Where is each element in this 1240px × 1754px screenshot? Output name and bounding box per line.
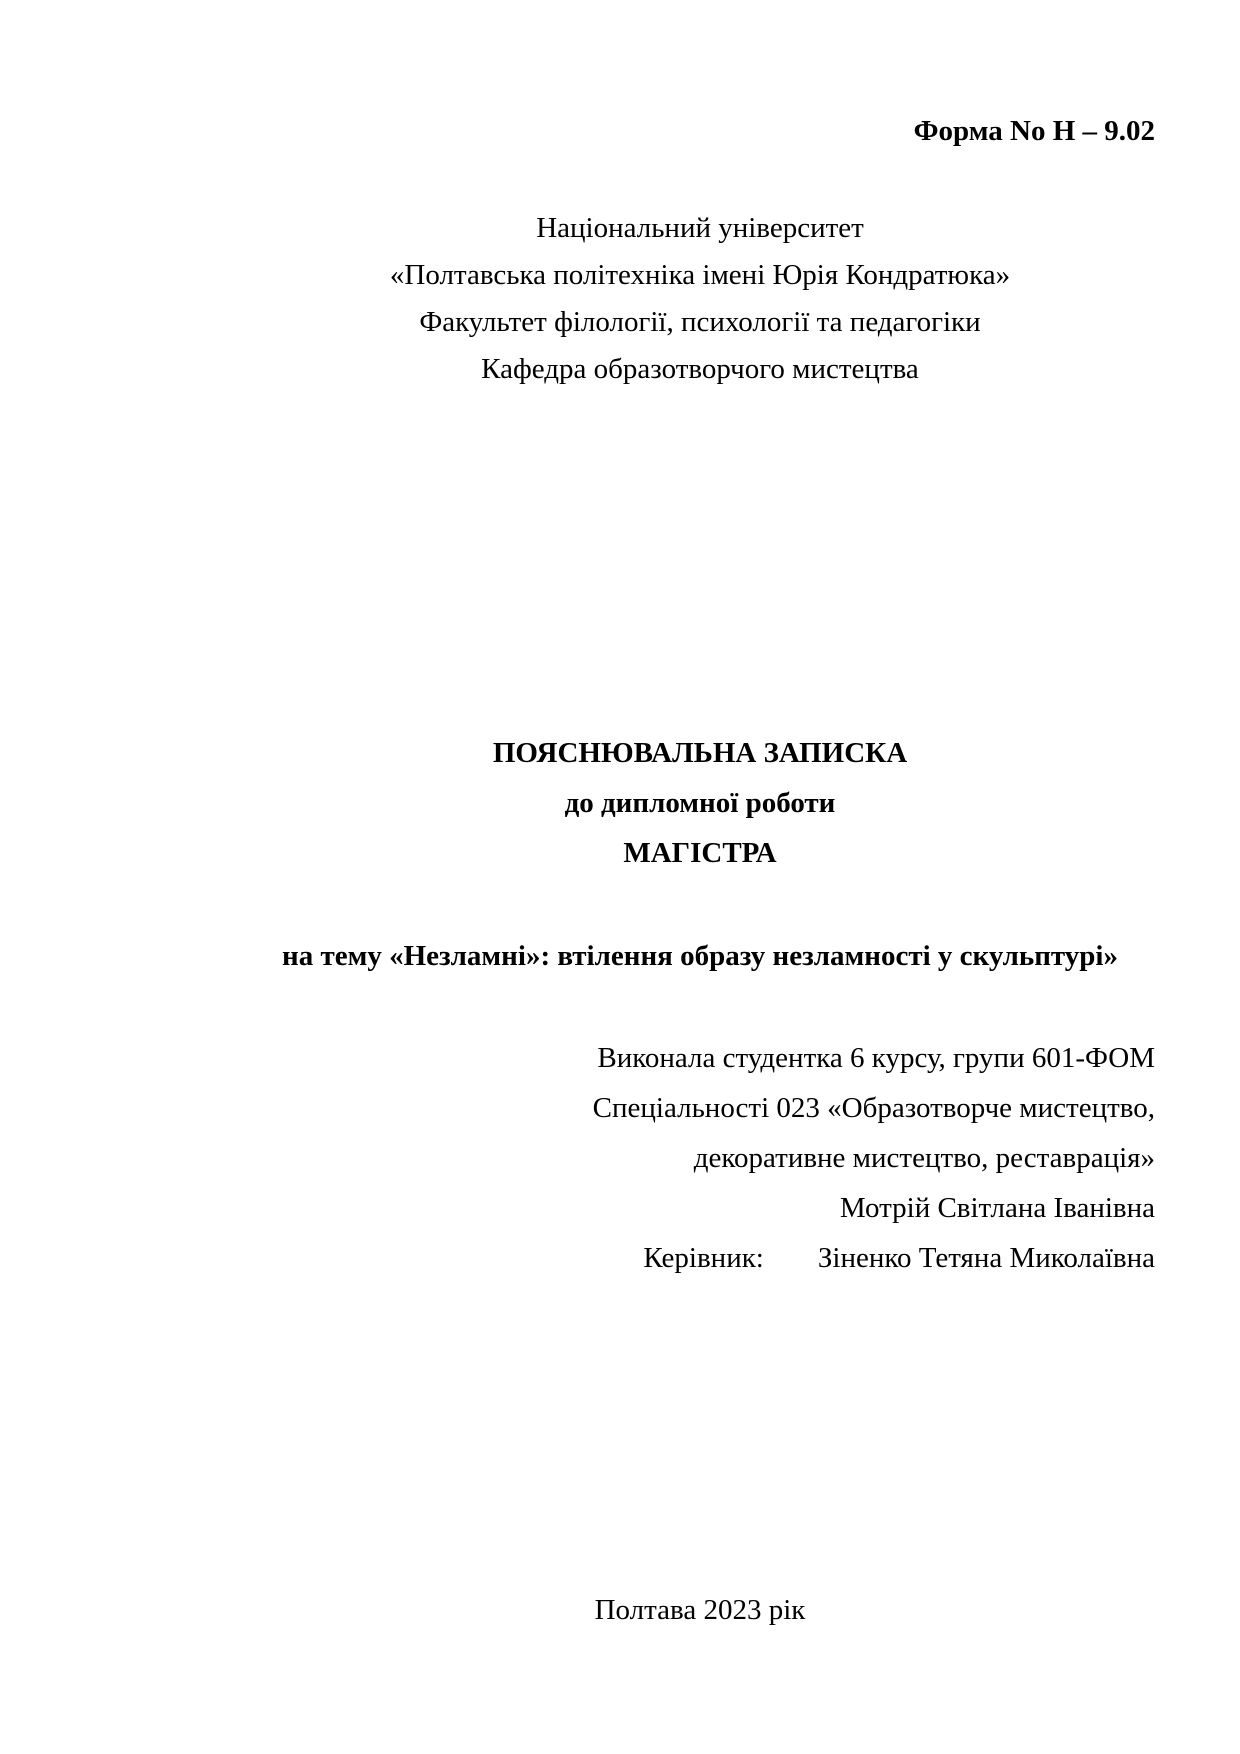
university-block (245, 205, 1155, 393)
student-name: Мотрій Світлана Іванівна (839, 1192, 1155, 1224)
author-block (245, 1033, 1155, 1283)
department-line: Кафедра образотворчого мистецтва (481, 353, 919, 385)
document-title: ПОЯСНЮВАЛЬНА ЗАПИСКА (492, 737, 908, 769)
form-number: Форма No Н – 9.02 (913, 115, 1155, 147)
city-year-footer: Полтава 2023 рік (594, 1594, 806, 1626)
faculty-line: Факультет філології, психології та педагогіки (419, 306, 981, 338)
supervisor-line (245, 1233, 1155, 1283)
supervisor-name: Зіненко Тетяна Миколаївна (817, 1242, 1155, 1274)
speciality-line-1: Спеціальності 023 «Образотворче мистецтво, (592, 1092, 1155, 1124)
speciality-line-2: декоративне мистецтво, реставрація» (693, 1142, 1155, 1174)
document-subtitle: до дипломної роботи (564, 787, 836, 819)
university-title-line: «Полтавська політехніка імені Юрія Кондратюка» (389, 259, 1011, 291)
degree-label: МАГІСТРА (623, 837, 777, 869)
supervisor-label: Керівник: (643, 1242, 764, 1274)
performed-by-line: Виконала студентка 6 курсу, групи 601-ФОМ (597, 1042, 1155, 1074)
university-name-line: Національний університет (536, 212, 864, 244)
thesis-topic: на тему «Незламні»: втілення образу незламності у скульптурі» (282, 940, 1118, 972)
title-block (245, 728, 1155, 878)
